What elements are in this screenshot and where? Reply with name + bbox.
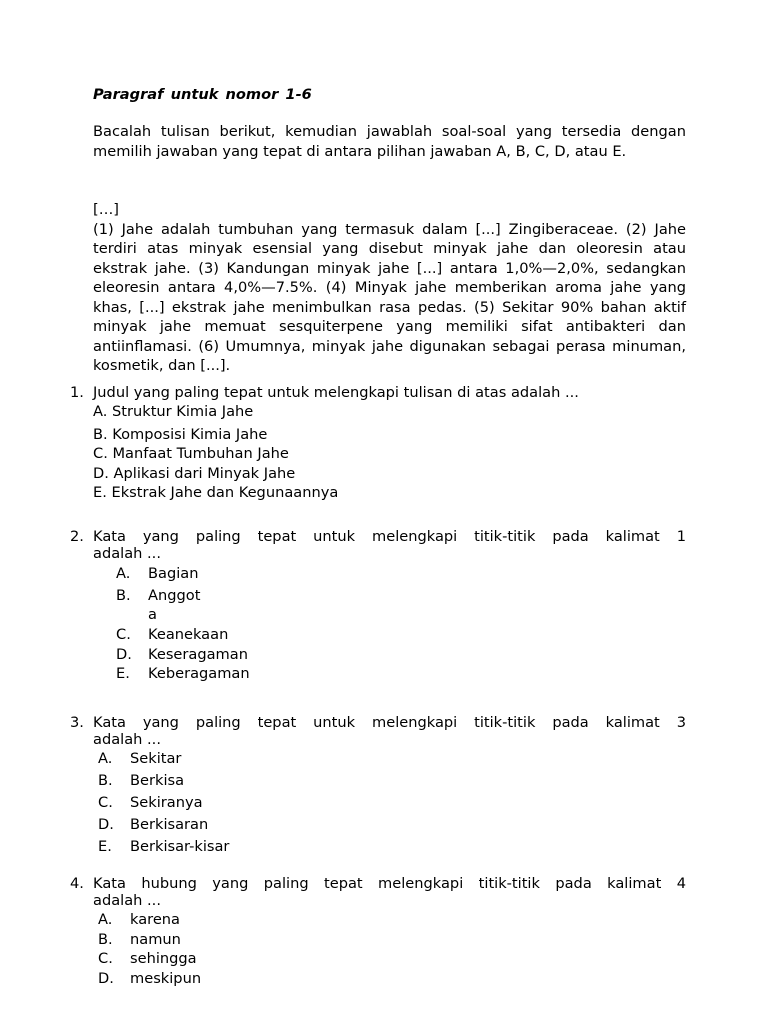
option-b: B. Komposisi Kimia Jahe	[93, 426, 268, 443]
option-b: B. Anggot	[116, 587, 201, 604]
passage-body: (1) Jahe adalah tumbuhan yang termasuk dalam [...] Zingiberaceae. (2) Jahe terdiri atas minyak esensial yang disebut minyak jahe dan oleoresin atau ekstrak jahe. (3) Kandungan minyak jahe [...] antara 1,0%—2,0%, sedangkan eleoresin antara 4,0%—7.5%. (4) Minyak jahe memberikan aroma jahe yang khas, [...] ekstrak jahe menimbulkan rasa pedas. (5) Sekitar 90% bahan aktif minyak jahe memuat sesquiterpene yang memiliki sifat antibakteri dan antiinflamasi. (6) Umumnya, minyak jahe digunakan sebagai perasa minuman, kosmetik, dan [...].	[93, 220, 686, 374]
reading-passage	[93, 200, 686, 376]
option-e: E. Keberagaman	[116, 665, 250, 682]
option-a: A. Sekitar	[98, 750, 182, 767]
option-d: D. Aplikasi dari Minyak Jahe	[93, 465, 296, 482]
instructions-paragraph: Bacalah tulisan berikut, kemudian jawablah soal-soal yang tersedia dengan memilih jawaban yang tepat di antara pilihan jawaban A, B, C, D, atau E.	[93, 123, 686, 160]
question-3	[70, 714, 686, 748]
question-number: 2.	[70, 528, 84, 545]
option-a: A. Bagian	[116, 565, 199, 582]
question-text-continued: adalah ...	[93, 545, 161, 562]
option-b: B. namun	[98, 931, 181, 948]
question-text: Kata yang paling tepat untuk melengkapi titik-titik pada kalimat 3	[93, 714, 686, 731]
question-text: Kata hubung yang paling tepat melengkapi titik-titik pada kalimat 4	[93, 875, 686, 892]
option-a: A. karena	[98, 911, 180, 928]
section-heading: Paragraf untuk nomor 1-6	[93, 86, 312, 103]
option-e: E. Berkisar-kisar	[98, 838, 230, 855]
option-c: C. Manfaat Tumbuhan Jahe	[93, 445, 289, 462]
option-a: A. Struktur Kimia Jahe	[93, 403, 254, 420]
option-c: C. sehingga	[98, 950, 197, 967]
option-c: C. Keanekaan	[116, 626, 229, 643]
question-number: 3.	[70, 714, 84, 731]
question-2	[70, 528, 686, 562]
question-4	[70, 875, 686, 909]
option-d: D. meskipun	[98, 970, 202, 987]
question-text-continued: adalah ...	[93, 892, 161, 909]
passage-title: […]	[93, 201, 119, 218]
question-text: Kata yang paling tepat untuk melengkapi titik-titik pada kalimat 1	[93, 528, 686, 545]
option-e: E. Ekstrak Jahe dan Kegunaannya	[93, 484, 339, 501]
question-text: Judul yang paling tepat untuk melengkapi tulisan di atas adalah ...	[93, 384, 579, 401]
question-1	[70, 384, 686, 401]
option-d: D. Keseragaman	[116, 646, 248, 663]
question-number: 1.	[70, 384, 84, 401]
option-d: D. Berkisaran	[98, 816, 209, 833]
option-c: C. Sekiranya	[98, 794, 203, 811]
question-number: 4.	[70, 875, 84, 892]
question-text-continued: adalah ...	[93, 731, 161, 748]
option-b-wrap: a	[148, 606, 157, 623]
option-b: B. Berkisa	[98, 772, 185, 789]
